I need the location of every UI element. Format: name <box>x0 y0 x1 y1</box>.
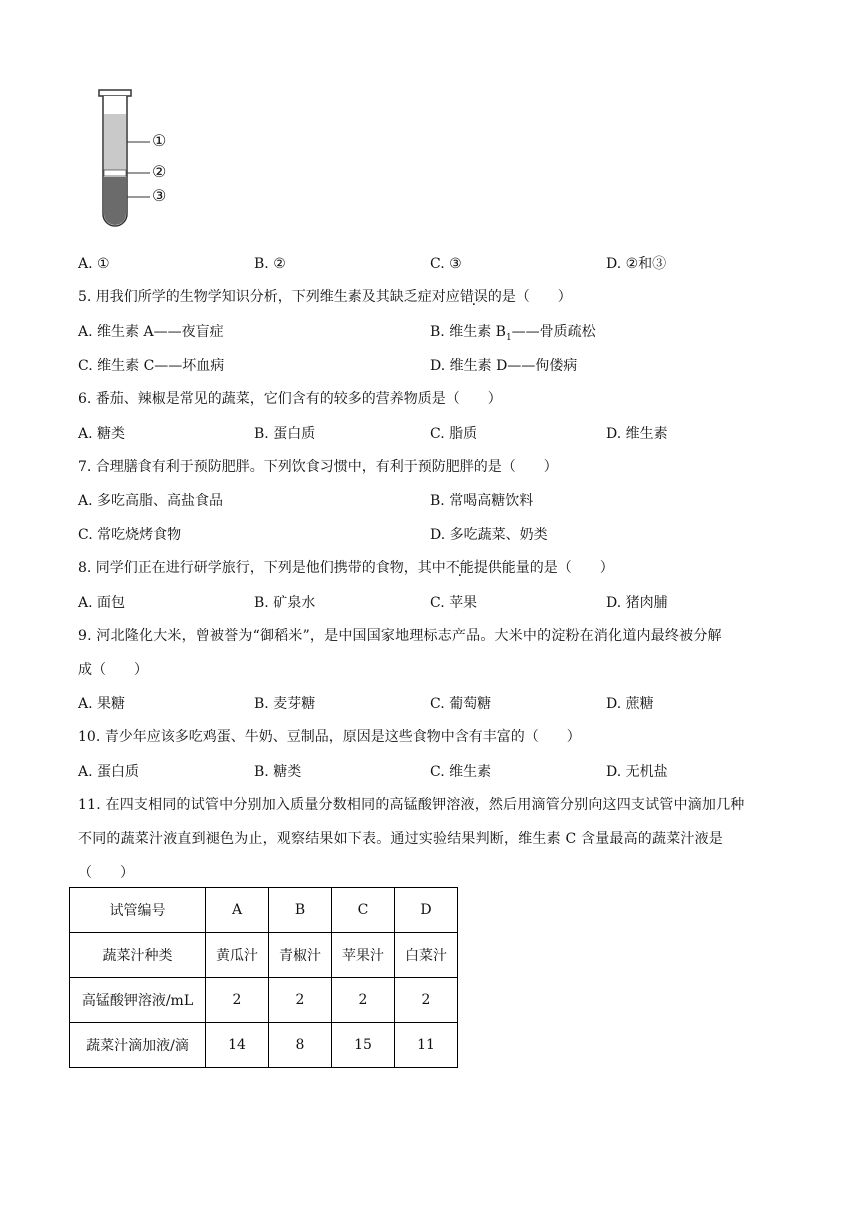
q9-stem-line1: 9. 河北隆化大米，曾被誉为“御稻米”，是中国国家地理标志产品。大米中的淀粉在消化道内最终被分解 <box>78 628 722 644</box>
q8-emphasis: 不能 <box>445 560 474 576</box>
table-cell: 蔬菜汁滴加液/滴 <box>70 1023 206 1068</box>
q11-stem-line2: 不同的蔬菜汁液直到褪色为止，观察结果如下表。通过实验结果判断，维生素 C 含量最高的蔬菜汁液是 <box>78 831 724 847</box>
q9-option-c[interactable]: C. 葡萄糖 <box>430 696 492 712</box>
q6-option-d[interactable]: D. 维生素 <box>606 426 668 442</box>
label-3: ③ <box>152 186 167 205</box>
q5-option-b[interactable]: B. 维生素 $B_1——$骨质疏松 <box>430 324 596 343</box>
table-cell: 15 <box>332 1023 395 1068</box>
table-cell: 8 <box>269 1023 332 1068</box>
q5-option-c[interactable]: C. 维生素 C——坏血病 <box>78 358 225 374</box>
table-row <box>70 978 458 1023</box>
q8-option-d[interactable]: D. 猪肉脯 <box>606 595 668 611</box>
table-cell: D <box>395 888 458 933</box>
table-row <box>70 933 458 978</box>
q9-option-b[interactable]: B. 麦芽糖 <box>254 696 316 712</box>
table-cell: 蔬菜汁种类 <box>70 933 206 978</box>
table-row <box>70 1023 458 1068</box>
table-cell: C <box>332 888 395 933</box>
table-cell: 2 <box>269 978 332 1023</box>
q4-option-d[interactable]: D. ②和③ <box>606 256 667 272</box>
table-cell: 11 <box>395 1023 458 1068</box>
q9-option-d[interactable]: D. 蔗糖 <box>606 696 654 712</box>
table-cell: 黄瓜汁 <box>206 933 269 978</box>
table-cell: 2 <box>395 978 458 1023</box>
q7-option-a[interactable]: A. 多吃高脂、高盐食品 <box>78 493 224 509</box>
table-cell: 试管编号 <box>70 888 206 933</box>
q7-stem: 7. 合理膳食有利于预防肥胖。下列饮食习惯中，有利于预防肥胖的是（ ） <box>78 459 558 475</box>
q7-option-d[interactable]: D. 多吃蔬菜、奶类 <box>430 527 548 543</box>
test-tube-figure <box>90 86 200 236</box>
q5-option-d[interactable]: D. 维生素 D——佝偻病 <box>430 358 578 374</box>
q10-option-b[interactable]: B. 糖类 <box>254 764 302 780</box>
q11-stem-line1: 11. 在四支相同的试管中分别加入质量分数相同的高锰酸钾溶液，然后用滴管分别向这四支试管中滴加几种 <box>78 797 745 813</box>
table-cell: 高锰酸钾溶液/mL <box>70 978 206 1023</box>
q5-stem: 5. 用我们所学的生物学知识分析，下列维生素及其缺乏症对应错误的是（ ） <box>78 289 572 305</box>
table-row <box>70 888 458 933</box>
table-cell: 2 <box>332 978 395 1023</box>
test-tube-icon <box>90 86 200 236</box>
q4-option-b[interactable]: B. ② <box>254 256 286 272</box>
table-cell: 苹果汁 <box>332 933 395 978</box>
q8-stem: 8. 同学们正在进行研学旅行，下列是他们携带的食物，其中不能提供能量的是（ ） <box>78 560 614 576</box>
q11-stem-line3: （ ） <box>78 865 134 881</box>
table-cell: 14 <box>206 1023 269 1068</box>
table-cell: B <box>269 888 332 933</box>
q10-option-c[interactable]: C. 维生素 <box>430 764 492 780</box>
q8-option-c[interactable]: C. 苹果 <box>430 595 478 611</box>
q10-stem: 10. 青少年应该多吃鸡蛋、牛奶、豆制品，原因是这些食物中含有丰富的（ ） <box>78 729 581 745</box>
q5-option-a[interactable]: A. 维生素 A——夜盲症 <box>78 324 224 340</box>
label-1: ① <box>152 131 167 150</box>
q8-option-a[interactable]: A. 面包 <box>78 595 126 611</box>
experiment-table <box>69 887 458 1068</box>
label-2: ② <box>152 162 167 181</box>
q7-option-c[interactable]: C. 常吃烧烤食物 <box>78 527 182 543</box>
q5-emphasis: 错误 <box>459 289 488 305</box>
q6-option-b[interactable]: B. 蛋白质 <box>254 426 316 442</box>
table-cell: 2 <box>206 978 269 1023</box>
q9-option-a[interactable]: A. 果糖 <box>78 696 126 712</box>
q9-stem-line2: 成（ ） <box>78 662 148 678</box>
table-cell: A <box>206 888 269 933</box>
table-cell: 青椒汁 <box>269 933 332 978</box>
q4-option-a[interactable]: A. ① <box>78 256 110 272</box>
q4-option-c[interactable]: C. ③ <box>430 256 462 272</box>
q8-option-b[interactable]: B. 矿泉水 <box>254 595 316 611</box>
q6-stem: 6. 番茄、辣椒是常见的蔬菜，它们含有的较多的营养物质是（ ） <box>78 391 502 407</box>
q6-option-a[interactable]: A. 糖类 <box>78 426 126 442</box>
table-cell: 白菜汁 <box>395 933 458 978</box>
q10-option-d[interactable]: D. 无机盐 <box>606 764 668 780</box>
q6-option-c[interactable]: C. 脂质 <box>430 426 478 442</box>
q10-option-a[interactable]: A. 蛋白质 <box>78 764 140 780</box>
q7-option-b[interactable]: B. 常喝高糖饮料 <box>430 493 534 509</box>
